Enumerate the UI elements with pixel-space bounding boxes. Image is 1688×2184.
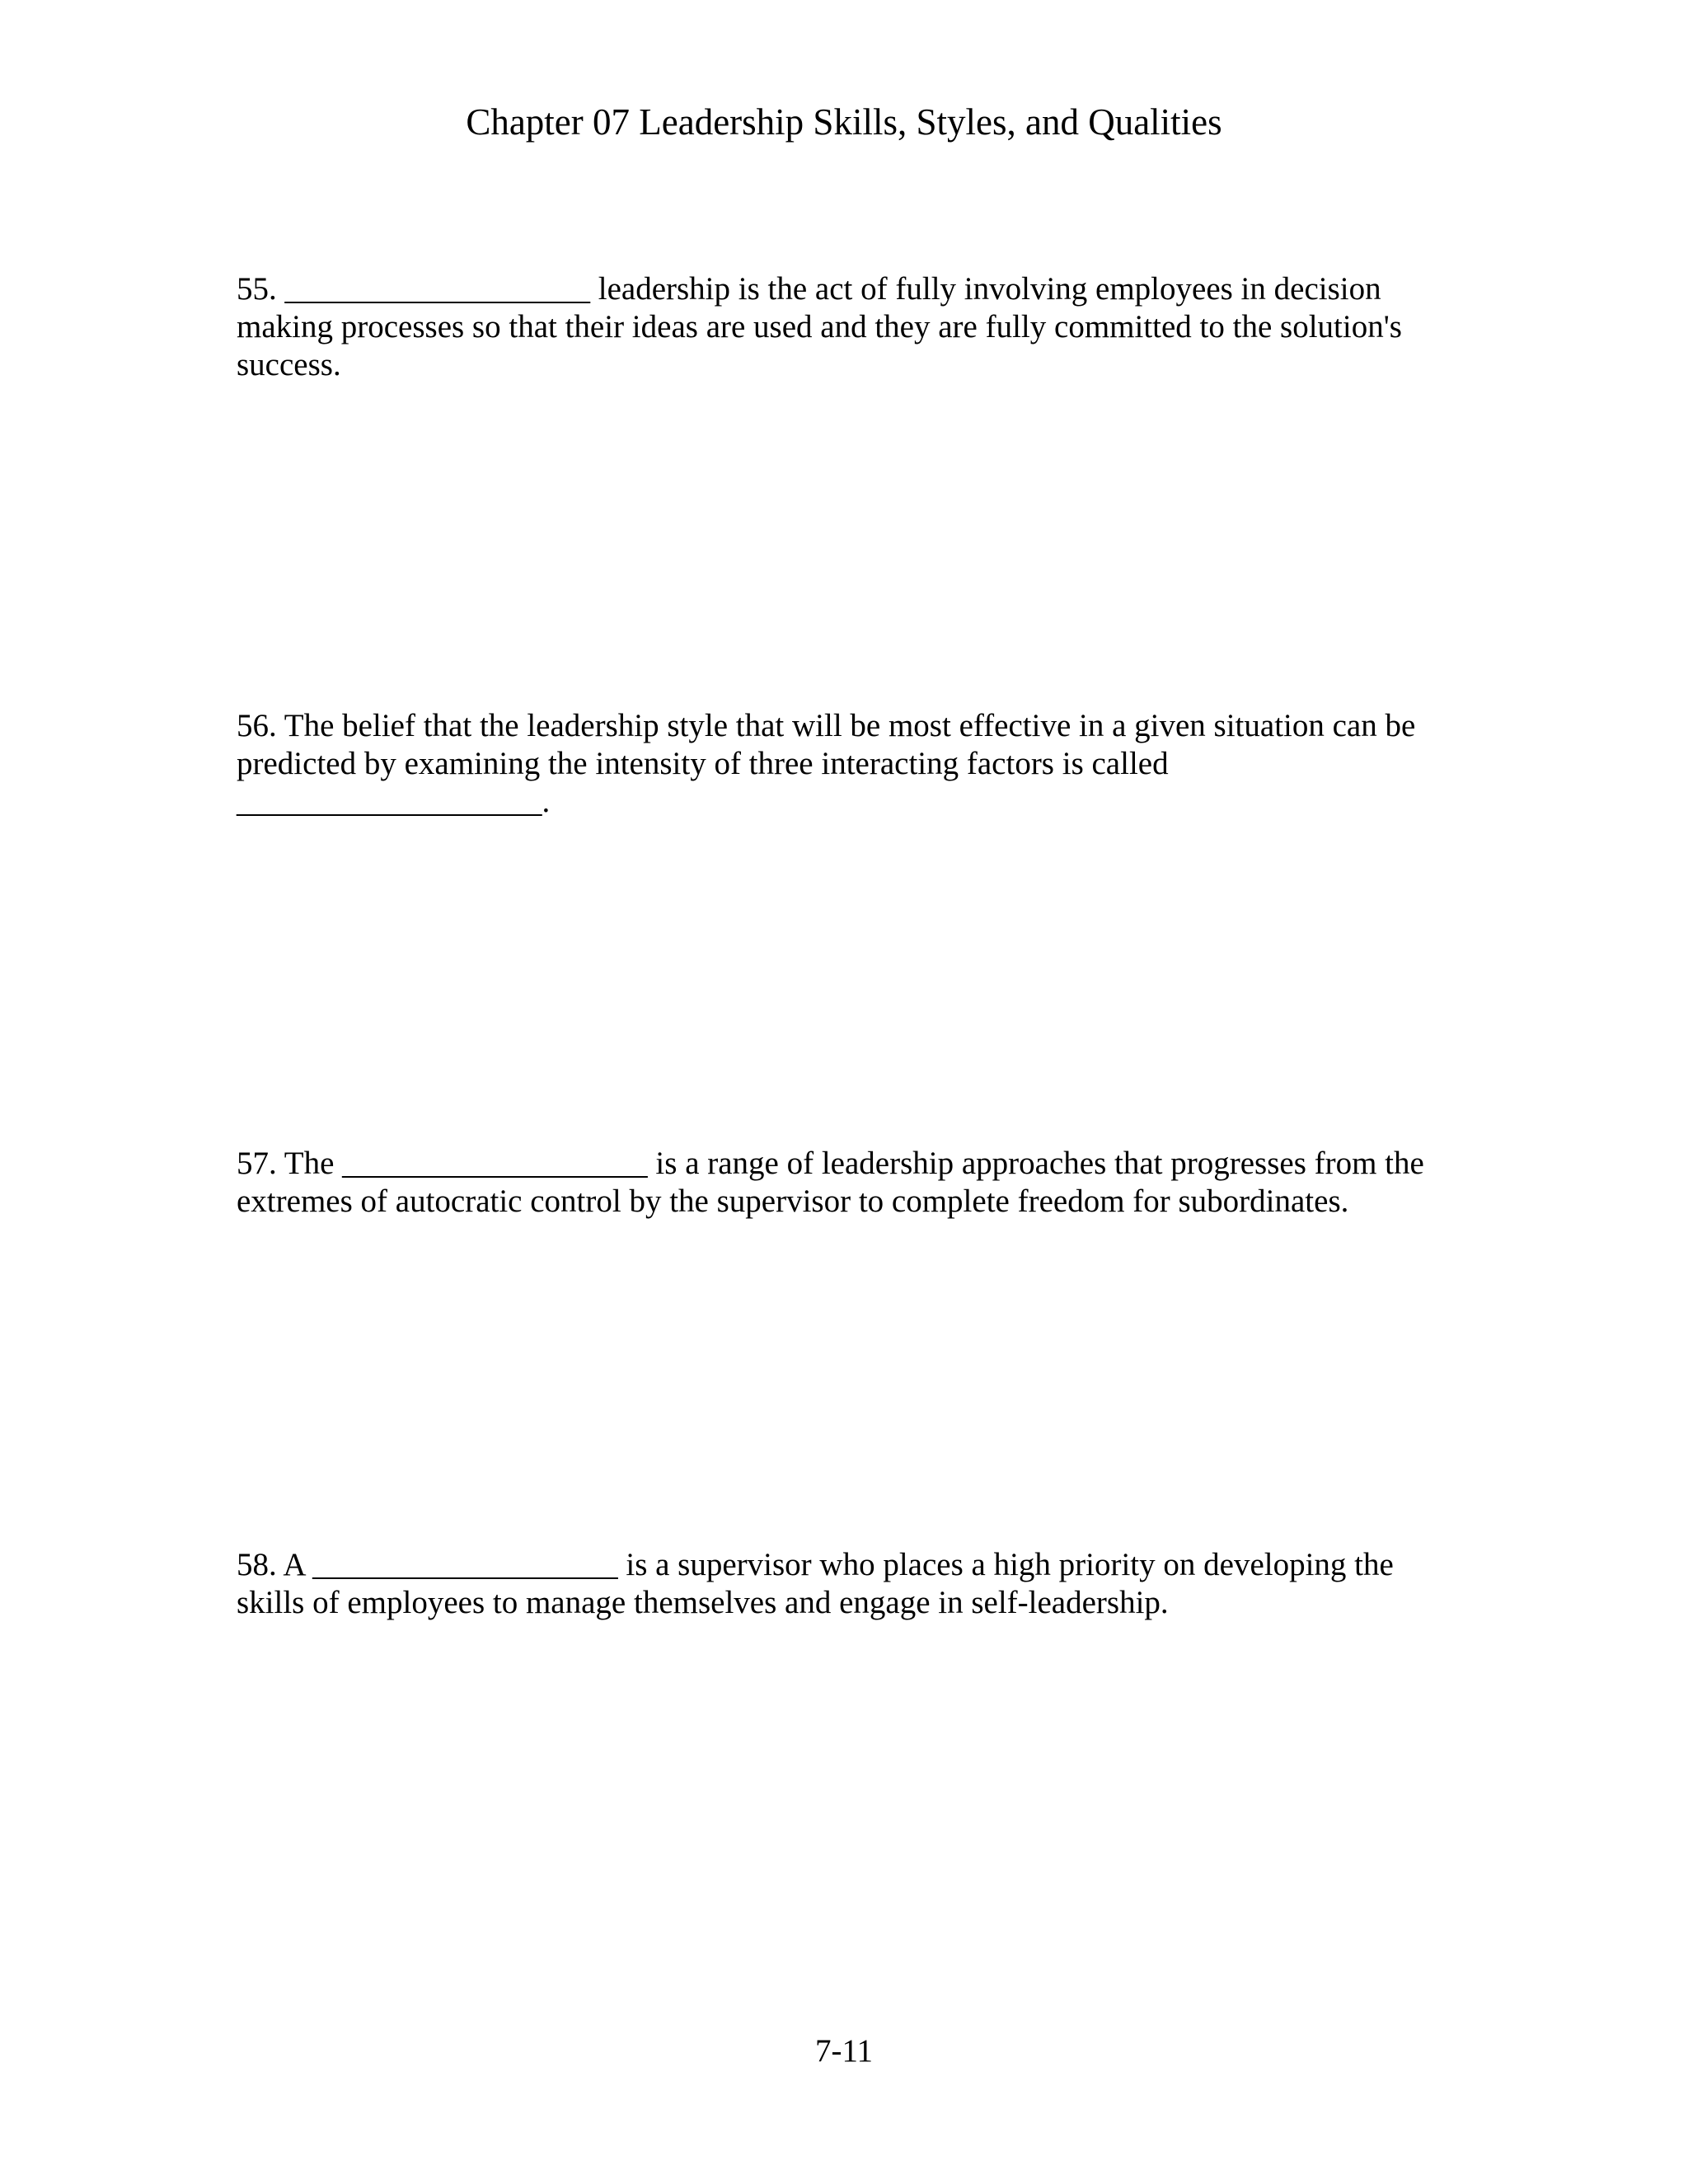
chapter-title: Chapter 07 Leadership Skills, Styles, and Qualities bbox=[466, 101, 1222, 143]
page-number: 7-11 bbox=[814, 2033, 874, 2069]
question-55: 55. ___________________ leadership is the act of fully involving employees in decision making processes so that their ideas are used and they are fully committed to the solution's success. bbox=[237, 271, 1402, 382]
question-57: 57. The ___________________ is a range of leadership approaches that progresses from the extremes of autocratic control by the supervisor to complete freedom for subordinates. bbox=[237, 1146, 1424, 1219]
question-58: 58. A ___________________ is a supervisor who places a high priority on developing the skills of employees to manage themselves and engage in self-leadership. bbox=[237, 1547, 1394, 1620]
question-56: 56. The belief that the leadership style that will be most effective in a given situation can be predicted by examining the intensity of three interacting factors is called ___________________. bbox=[237, 708, 1416, 819]
